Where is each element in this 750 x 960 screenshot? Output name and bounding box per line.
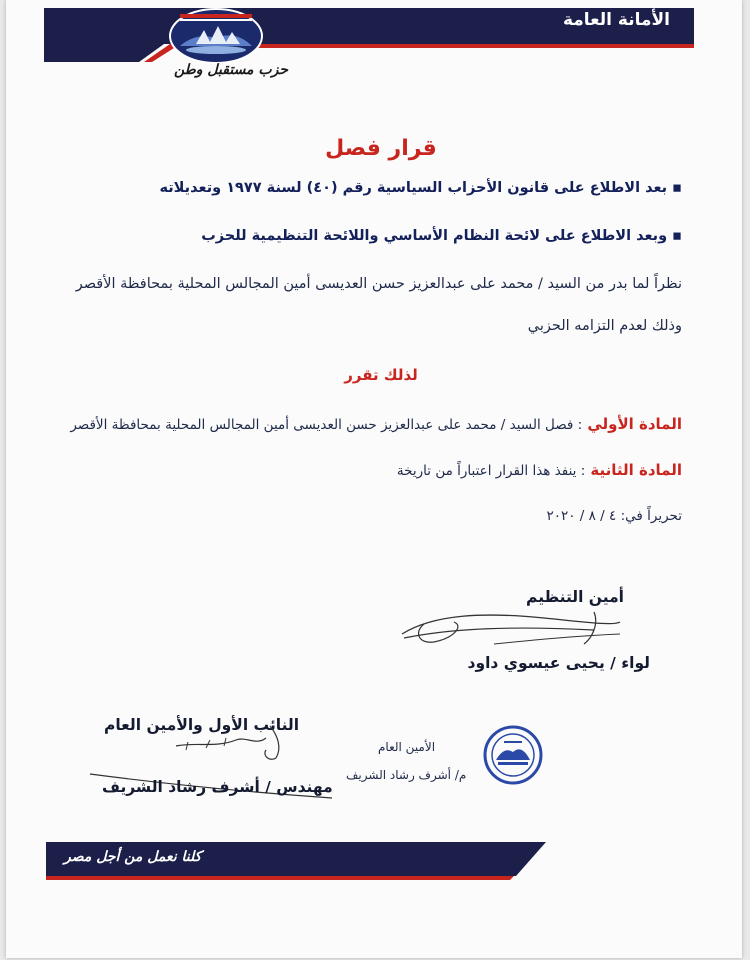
bullet-icon: ▪: [667, 228, 682, 244]
stamp-name: م/ أشرف رشاد الشريف: [346, 768, 467, 782]
party-name: حزب مستقبل وطن: [174, 62, 288, 78]
article-2-text: : ينفذ هذا القرار اعتباراً من تاريخة: [396, 463, 586, 479]
resolution-heading: لذلك تقرر: [344, 366, 418, 384]
footer-slogan: كلنا نعمل من أجل مصر: [64, 849, 202, 865]
bullet-law-reference: ▪ بعد الاطلاع على قانون الأحزاب السياسية رقم (٤٠) لسنة ١٩٧٧ وتعديلاته: [159, 180, 682, 196]
article-1-label: المادة الأولي: [587, 415, 682, 433]
organizer-name: لواء / يحيى عيسوي داود: [467, 654, 650, 672]
deputy-title: النائب الأول والأمين العام: [104, 716, 300, 734]
bullet-bylaws-reference: ▪ وبعد الاطلاع على لائحة النظام الأساسي واللائحة التنظيمية للحزب: [201, 228, 682, 244]
article-1: [70, 414, 682, 433]
deputy-signature: [166, 722, 306, 766]
date-line: تحريراً في: ٤ / ٨ / ٢٠٢٠: [546, 508, 682, 524]
document-page: [6, 0, 742, 958]
stamp-title: الأمين العام: [378, 740, 436, 754]
article-2-label: المادة الثانية: [590, 461, 682, 479]
decision-title: قرار فصل: [325, 136, 437, 161]
reason-line-2: وذلك لعدم التزامه الحزبي: [527, 318, 682, 334]
organizer-signature: [394, 604, 624, 658]
reason-line-1: نظراً لما بدر من السيد / محمد على عبدالعزيز حسن العديسى أمين المجالس المحلية بمحافظة الأقصر: [75, 276, 682, 292]
stamp-logo-icon: [482, 724, 544, 790]
deputy-name: مهندس / أشرف رشاد الشريف: [102, 778, 333, 796]
secretariat-label: الأمانة العامة: [562, 10, 670, 30]
bullet-icon: ▪: [667, 180, 682, 196]
organizer-title: أمين التنظيم: [526, 588, 624, 606]
article-1-text: : فصل السيد / محمد على عبدالعزيز حسن العديسى أمين المجالس المحلية بمحافظة الأقصر: [70, 417, 583, 433]
article-2: [397, 460, 682, 479]
